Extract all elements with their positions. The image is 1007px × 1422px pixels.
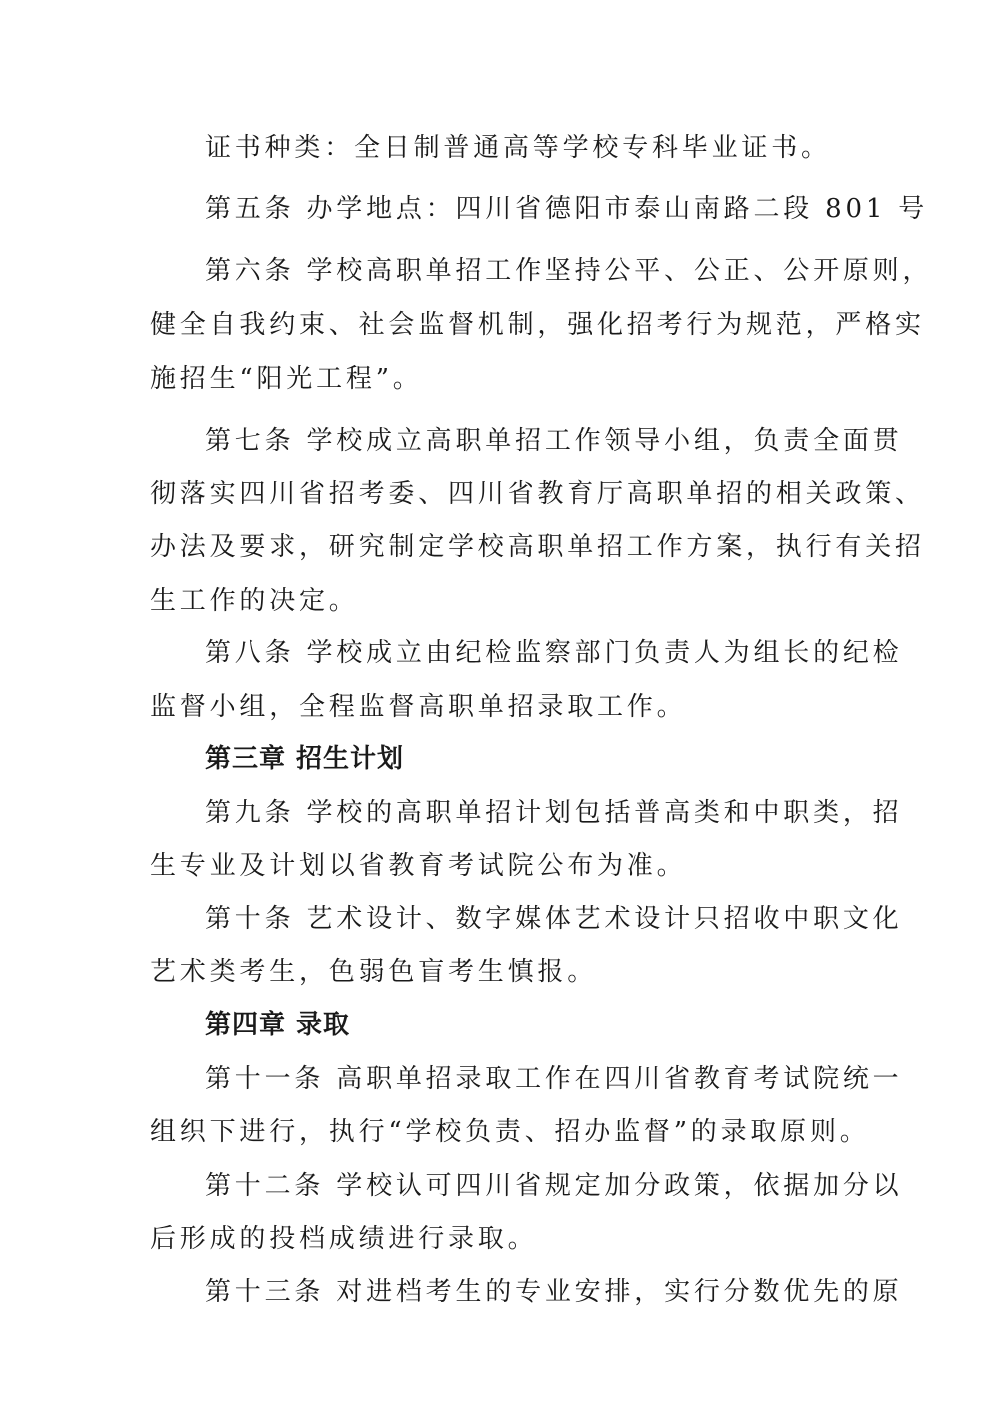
text-line: 艺术类考生，色弱色盲考生慎报。: [150, 957, 598, 987]
text-line: 证书种类：全日制普通高等学校专科毕业证书。: [205, 133, 831, 163]
text-line: 组织下进行，执行“学校负责、招办监督”的录取原则。: [150, 1117, 870, 1147]
article-5-line: 第五条 办学地点：四川省德阳市泰山南路二段 801 号: [205, 194, 929, 224]
text-line: 后形成的投档成绩进行录取。: [150, 1224, 538, 1254]
text-line: 生专业及计划以省教育考试院公布为准。: [150, 851, 687, 881]
text-line: 健全自我约束、社会监督机制，强化招考行为规范，严格实: [150, 310, 925, 340]
article-13-line: 第十三条 对进档考生的专业安排，实行分数优先的原: [205, 1277, 903, 1307]
article-11-line: 第十一条 高职单招录取工作在四川省教育考试院统一: [205, 1064, 903, 1094]
chapter-3-heading: 第三章 招生计划: [205, 744, 405, 774]
article-7-line: 第七条 学校成立高职单招工作领导小组，负责全面贯: [205, 426, 903, 456]
article-10-line: 第十条 艺术设计、数字媒体艺术设计只招收中职文化: [205, 904, 903, 934]
article-8-line: 第八条 学校成立由纪检监察部门负责人为组长的纪检: [205, 638, 903, 668]
text-line: 办法及要求，研究制定学校高职单招工作方案，执行有关招: [150, 532, 925, 562]
text-line: 彻落实四川省招考委、四川省教育厅高职单招的相关政策、: [150, 479, 925, 509]
text-line: 生工作的决定。: [150, 586, 359, 616]
text-line: 监督小组，全程监督高职单招录取工作。: [150, 692, 687, 722]
text-line: 施招生“阳光工程”。: [150, 364, 423, 394]
article-9-line: 第九条 学校的高职单招计划包括普高类和中职类，招: [205, 798, 903, 828]
article-6-line: 第六条 学校高职单招工作坚持公平、公正、公开原则，: [205, 256, 933, 286]
article-12-line: 第十二条 学校认可四川省规定加分政策，依据加分以: [205, 1171, 903, 1201]
chapter-4-heading: 第四章 录取: [205, 1010, 351, 1040]
